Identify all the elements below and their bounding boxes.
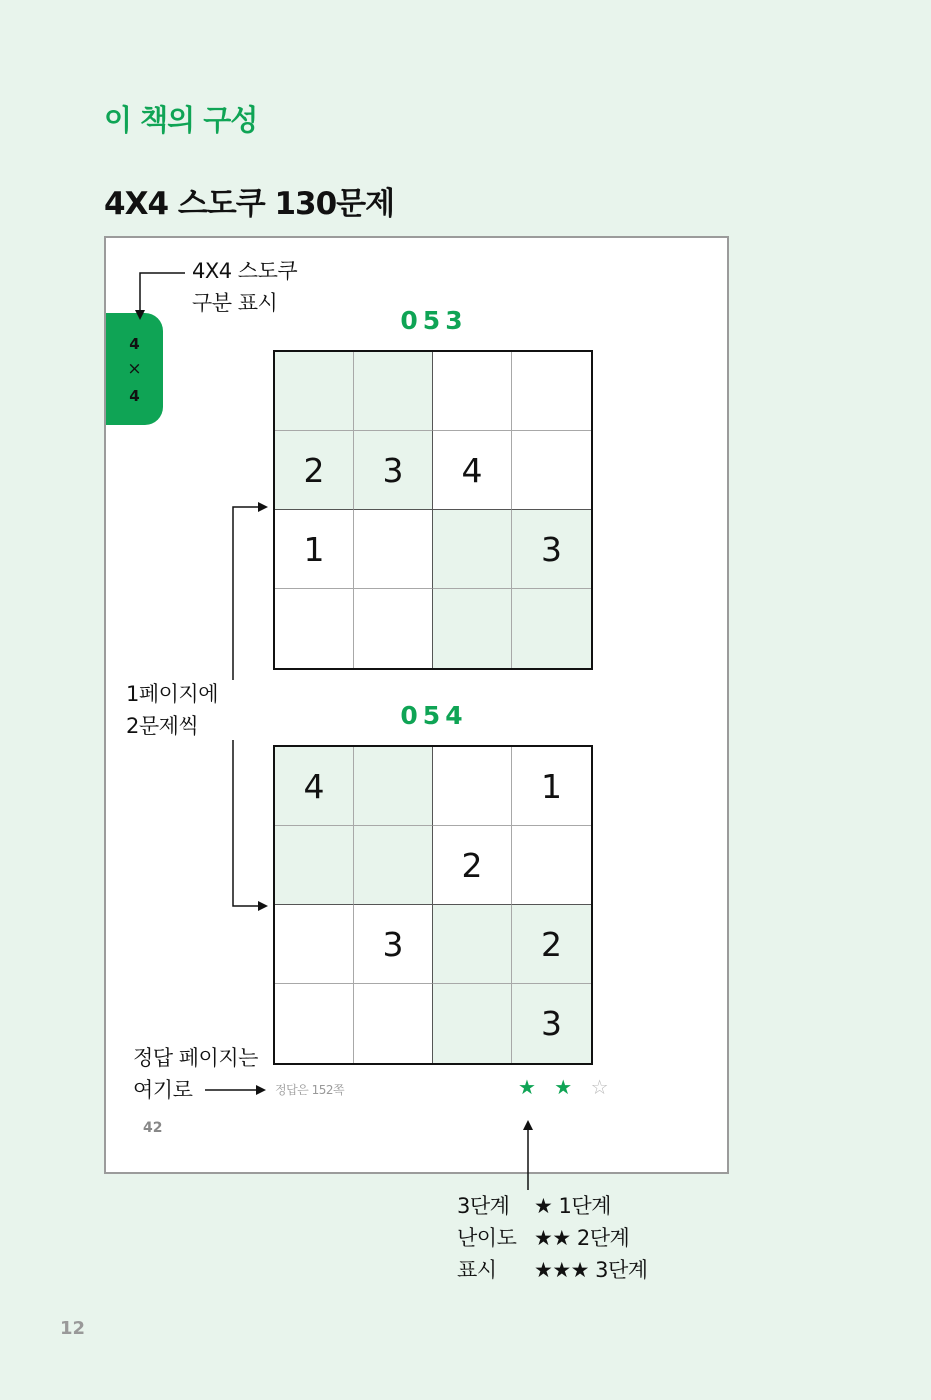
sudoku-cell: 2 xyxy=(433,826,512,905)
side-tab-line1: 4 xyxy=(129,335,140,353)
annotation-line: 2문제씩 xyxy=(126,714,199,738)
puzzle-number: 054 xyxy=(400,701,468,730)
section-title: 이 책의 구성 xyxy=(104,103,258,137)
legend-value: ★ 1단계 xyxy=(534,1194,611,1218)
page-number: 12 xyxy=(60,1318,86,1339)
legend-label: 난이도 xyxy=(457,1226,517,1250)
per-page-arrow-top xyxy=(233,507,266,680)
star-filled-icon: ★ ★ xyxy=(518,1075,579,1099)
sudoku-cell: 2 xyxy=(275,431,354,510)
inner-page-number: 42 xyxy=(143,1120,163,1136)
sudoku-cell: 2 xyxy=(512,905,591,984)
answer-note: 정답은 152쪽 xyxy=(275,1083,345,1097)
per-page-arrow-bottom xyxy=(233,740,266,906)
sudoku-cell: 1 xyxy=(275,510,354,589)
annotation-line: 여기로 xyxy=(133,1078,193,1102)
sudoku-cell: 3 xyxy=(512,984,591,1063)
sudoku-cell: 4 xyxy=(433,431,512,510)
side-tab-line3: 4 xyxy=(129,387,140,405)
puzzle-number: 053 xyxy=(400,306,468,335)
legend-value: ★★★ 3단계 xyxy=(534,1258,648,1282)
star-empty-icon: ☆ xyxy=(590,1075,615,1099)
legend-value: ★★ 2단계 xyxy=(534,1226,630,1250)
sudoku-cell: 4 xyxy=(275,747,354,826)
side-tab-line2: × xyxy=(127,359,142,379)
tab-label-arrow xyxy=(140,273,185,318)
sudoku-cell: 3 xyxy=(354,905,433,984)
legend-label: 표시 xyxy=(457,1258,497,1282)
annotation-line: 구분 표시 xyxy=(192,291,278,315)
sudoku-cell: 1 xyxy=(512,747,591,826)
annotation-line: 1페이지에 xyxy=(126,682,219,706)
annotation-line: 정답 페이지는 xyxy=(133,1046,258,1070)
legend-label: 3단계 xyxy=(457,1194,510,1218)
sudoku-cell: 3 xyxy=(354,431,433,510)
subtitle: 4X4 스도쿠 130문제 xyxy=(104,186,395,222)
sudoku-cell: 3 xyxy=(512,510,591,589)
annotation-line: 4X4 스도쿠 xyxy=(192,259,298,283)
